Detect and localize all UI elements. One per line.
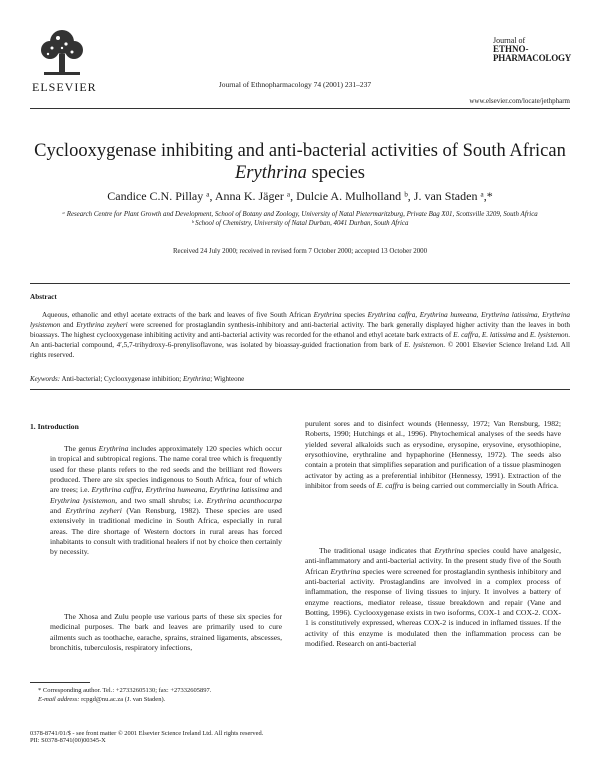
issn-line bbox=[30, 730, 570, 744]
section-heading: 1. Introduction bbox=[30, 422, 79, 431]
text-seg: purulent sores and to disinfect wounds (Hennessy, 1972; Van Rensburg, 1982; Roberts, 1990; Hutchings et al., 1996). Phytochemical analyses of the seeds have yielded several alkaloids such as erysodine, erysopine, erysovine, erysothiopine, erysothiovine, erythraline and hypaphorine (Hennessy, 1972). The seeds also contain a protein that simplifies separation and purification of a tissue plasminogen activator by acting as a preferential inhibitor (Hennessy, 1991). Extraction of the inhibitor from seeds of bbox=[305, 419, 561, 491]
text-seg: and bbox=[50, 506, 62, 516]
text-seg-italic: Erythrina zeyheri bbox=[65, 506, 122, 516]
abstract-divider-top bbox=[30, 283, 570, 284]
issn-text: 0378-8741/01/$ - see front matter © 2001 Elsevier Science Ireland Ltd. All rights reserved. bbox=[30, 730, 264, 737]
abstract-seg-italic: Erythrina bbox=[313, 311, 342, 319]
text-seg-italic: Erythrina bbox=[98, 444, 129, 453]
intro-paragraph-1 bbox=[50, 444, 282, 558]
abstract-seg: . © 2001 Elsevier Science Ireland Ltd. All rights reserved. bbox=[30, 341, 570, 359]
affiliation-b: ᵇ School of Chemistry, University of Natal Durban, 4041 Durban, South Africa bbox=[191, 220, 409, 227]
text-seg-italic: Erythrina caffra, Erythrina humeana, Erythrina latissima bbox=[91, 485, 269, 495]
abstract-seg-italic: Erythrina caffra, Erythrina humeana, Erythrina latissima, Erythrina lysistemon bbox=[30, 311, 571, 329]
keywords-text: ; Wighteone bbox=[210, 375, 245, 383]
corresponding-author: * Corresponding author. Tel.: +27332605130; fax: +27332605897. bbox=[38, 687, 212, 694]
text-seg: (Van Rensburg, 1982). These species are used extensively in traditional medicine in South Africa, especially in rural areas. The dire shortage of Western doctors in rural areas has forced inhabitants to consult with traditional healers if not by choice then certainly by necessity. bbox=[50, 506, 283, 557]
abstract-seg: . An anti-bacterial compound, 4′,5,7-trihydroxy-6-prenylisoflavone, was isolated by bioassay-guided fractionation from bark of bbox=[30, 331, 570, 349]
text-seg: is being carried out commercially in South Africa. bbox=[405, 481, 559, 491]
text-seg: and bbox=[270, 485, 282, 495]
text-seg: includes approximately 120 species which occur in tropical and subtropical regions. The name coral tree which is frequently used for these plants refers to the red seeds and the brilliant red flowers produced. There are six species indigenous to South Africa, four of which are trees; i.e. bbox=[50, 444, 282, 495]
affiliation-a: ᵃ Research Centre for Plant Growth and Development, School of Botany and Zoology, University of Natal Pietermaritzburg, Private Bag X01, Scottsville 3209, South Africa bbox=[62, 211, 538, 218]
keywords-text: Anti-bacterial; Cyclooxygenase inhibition; bbox=[61, 375, 182, 383]
text-seg-italic: Erythrina bbox=[434, 546, 465, 555]
text-seg: species were screened for prostaglandin synthesis inhibitory and anti-bacterial activity. Prostaglandins are involved in a complex process of inflammation, the response of living tissues to injury. It involves a battery of enzyme reactions, mediator release, tissue breakdown and repair (Vane and Botting, 1996). Cyclooxygenase exists in two isoforms, COX-1 and COX-2. COX-1 is constitutively expressed, whereas COX-2 is induced in inflamed tissues. If the activity of this enzyme is modulated then the inflammation process can be modified. Research on anti-bacterial bbox=[305, 566, 561, 649]
keywords-label: Keywords: bbox=[30, 375, 61, 383]
journal-website-link[interactable]: www.elsevier.com/locate/jethpharm bbox=[469, 97, 570, 105]
footnote-divider bbox=[30, 682, 90, 683]
abstract-seg: and bbox=[517, 331, 529, 339]
keywords-italic: Erythrina bbox=[182, 375, 211, 383]
email-label: E-mail address: bbox=[38, 696, 80, 703]
keywords bbox=[30, 375, 570, 383]
abstract-seg: were screened for prostaglandin synthesis-inhibitory and anti-bacterial activity. The bark generally displayed higher activity than the leaves in both bioassays. The highest cyclooxygenase inhibiting activity and anti-bacterial activity was recorded for the ethanol and ethyl acetate bark extracts of bbox=[30, 321, 570, 339]
abstract-seg-italic: E. caffra, E. latissima bbox=[453, 331, 516, 339]
journal-logo-line1: Journal of bbox=[493, 36, 526, 45]
footnote bbox=[38, 686, 278, 704]
abstract-text bbox=[30, 310, 570, 360]
text-seg: species could have analgesic, anti-inflammatory and anti-bacterial activity. In the present study five of the South African bbox=[305, 546, 562, 576]
text-seg: The traditional usage indicates that bbox=[319, 546, 432, 555]
abstract-seg: Aqueous, ethanolic and ethyl acetate extracts of the bark and leaves of five South African bbox=[42, 311, 311, 319]
header-divider bbox=[30, 108, 570, 109]
abstract-seg: and bbox=[63, 321, 74, 329]
text-seg-italic: Erythrina bbox=[330, 566, 361, 576]
abstract-seg: species bbox=[344, 311, 365, 319]
title-italic: Erythrina bbox=[234, 163, 307, 183]
text-seg: The genus bbox=[64, 444, 97, 453]
title-part2: species bbox=[311, 163, 365, 183]
email-address[interactable]: rcpgd@nu.ac.za (J. van Staden). bbox=[81, 696, 166, 703]
text-seg-italic: Erythrina lysistemon bbox=[50, 495, 116, 505]
email-line bbox=[38, 695, 278, 704]
article-title bbox=[30, 140, 570, 184]
author-list: Candice C.N. Pillay ᵃ, Anna K. Jäger ᵃ, Dulcie A. Mulholland ᵇ, J. van Staden ᵃ,* bbox=[107, 189, 493, 203]
intro-paragraph-4 bbox=[305, 546, 561, 649]
abstract-seg-italic: Erythrina zeyheri bbox=[76, 321, 128, 329]
text-seg-italic: Erythrina acanthocarpa bbox=[206, 495, 282, 505]
abstract-divider-bottom bbox=[30, 389, 570, 390]
pii-text: PII: S0378-8741(00)00345-X bbox=[30, 737, 106, 744]
journal-citation: Journal of Ethnopharmacology 74 (2001) 231–237 bbox=[218, 80, 372, 89]
abstract-seg-italic: E. lysistemon bbox=[404, 341, 444, 349]
text-seg-italic: E. caffra bbox=[376, 481, 404, 491]
intro-paragraph-2: The Xhosa and Zulu people use various parts of these six species for medicinal purposes. The bark and leaves are primarily used to cure ailments such as toothache, earache, sprains, strained ligaments, abscesses, bronchitis, tuberculosis, respiratory infections, bbox=[50, 612, 282, 653]
affiliations bbox=[40, 210, 560, 228]
abstract-heading: Abstract bbox=[30, 293, 57, 301]
journal-logo-line2: ETHNO- bbox=[493, 44, 529, 54]
received-dates: Received 24 July 2000; received in revised form 7 October 2000; accepted 13 October 2000 bbox=[172, 248, 428, 255]
text-seg: , and two small shrubs; i.e. bbox=[115, 495, 204, 505]
abstract-seg-italic: E. lysistemon bbox=[529, 331, 569, 339]
journal-logo-line3: PHARMACOLOGY bbox=[493, 53, 572, 63]
elsevier-tree-logo bbox=[36, 26, 88, 78]
intro-paragraph-3 bbox=[305, 419, 561, 491]
journal-logo bbox=[493, 36, 571, 63]
title-part1: Cyclooxygenase inhibiting and anti-bacterial activities of South African bbox=[34, 141, 566, 161]
publisher-name: ELSEVIER bbox=[32, 80, 97, 94]
